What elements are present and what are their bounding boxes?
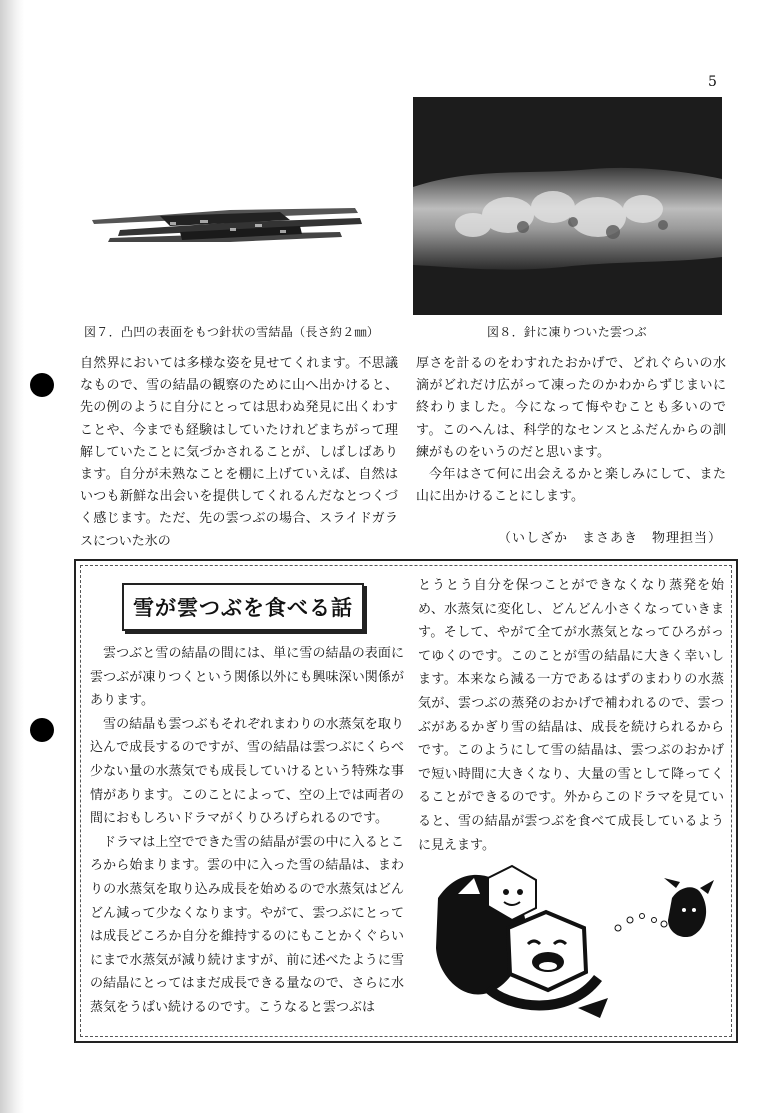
article-paragraph: 自然界においては多様な姿を見せてくれます。不思議なもので、雪の結晶の観察のために山へ出かけると、先の例のように自分にとっては思わぬ発見に出くわすことや、今までも経験はしていたけれどまちがって理解していたことに気づかされることが、しばしばあります。自分が未熟なことを棚に上げていえば、自然はいつも新鮮な出会いを提供してくれるんだなとつくづく感じます。ただ、先の雲つぶの場合、スライドガラスについた氷の	[80, 356, 398, 549]
bubbles-icon	[615, 914, 667, 932]
page-number: 5	[708, 74, 717, 90]
box-right-column	[418, 574, 724, 857]
cartoon-illustration	[428, 858, 718, 1030]
punch-hole-bottom	[30, 718, 54, 742]
scan-edge	[0, 0, 24, 1113]
box-paragraph: とうとう自分を保つことができなくなり蒸発を始め、水蒸気に変化し、どんどん小さくなっていきます。そして、やがて全てが水蒸気となってひろがってゆくのです。このことが雪の結晶に大きく幸いします。本来なら減る一方であるはずのまわりの水蒸気が、雲つぶの蒸発のおかげで補われるので、雲つぶがあるかぎり雪の結晶は、成長を続けられるからです。このようにして雪の結晶は、雲つぶのおかげで短い時間に大きくなり、大量の雪として降ってくることができるのです。外からこのドラマを見ていると、雪の結晶が雲つぶを食べて成長しているように見えます。	[418, 578, 724, 853]
needle-crystal-photo	[80, 180, 380, 280]
article-left-column	[80, 353, 398, 553]
author-signature: （いしざか まさあき 物理担当）	[497, 531, 722, 546]
small-droplet-character-icon	[664, 878, 714, 937]
article-paragraph: 厚さを計るのをわすれたおかげで、どれぐらいの水滴がどれだけ広がって凍ったのかわからずじまいに終わりました。今になって悔やむことも多いのです。このへんは、科学的なセンスとふだんからの訓練がものをいうのだと思います。	[416, 356, 726, 460]
box-paragraph: 雲つぶと雪の結晶の間には、単に雪の結晶の表面に雲つぶが凍りつくという関係以外にも興味深い関係があります。	[90, 646, 404, 709]
punch-hole-top	[30, 373, 54, 397]
box-left-column	[90, 642, 404, 1020]
frozen-droplets-photo	[413, 97, 722, 315]
box-paragraph: 雪の結晶も雲つぶもそれぞれまわりの水蒸気を取り込んで成長するのですが、雪の結晶は雲つぶにくらべ少ない量の水蒸気でも成長していけるという特殊な事情があります。このことによって、空の上では両者の間におもしろいドラマがくりひろげられるのです。	[90, 716, 404, 827]
article-right-column	[416, 353, 726, 508]
box-title: 雪が雲つぶを食べる話	[122, 583, 364, 631]
article-paragraph: 今年はさて何に出会えるかと楽しみにして、また山に出かけることにします。	[416, 467, 726, 505]
figure-8-caption: 図８．針に凍りついた雲つぶ	[487, 325, 647, 339]
box-paragraph: ドラマは上空でできた雪の結晶が雲の中に入るところから始まります。雲の中に入った雪の結晶は、まわりの水蒸気を取り込み成長を始めるので水蒸気はどんどん減って少なくなります。やがて、雲つぶにとっては成長どころか自分を維持するのにもことかくぐらいにまで水蒸気が減り続けますが、前に述べたように雪の結晶にとってはまだ成長できる量なので、さらに水蒸気をうばい続けるのです。こうなると雲つぶは	[90, 834, 404, 1015]
figure-7-caption: 図７．凸凹の表面をもつ針状の雪結晶（長さ約２㎜）	[84, 325, 380, 339]
